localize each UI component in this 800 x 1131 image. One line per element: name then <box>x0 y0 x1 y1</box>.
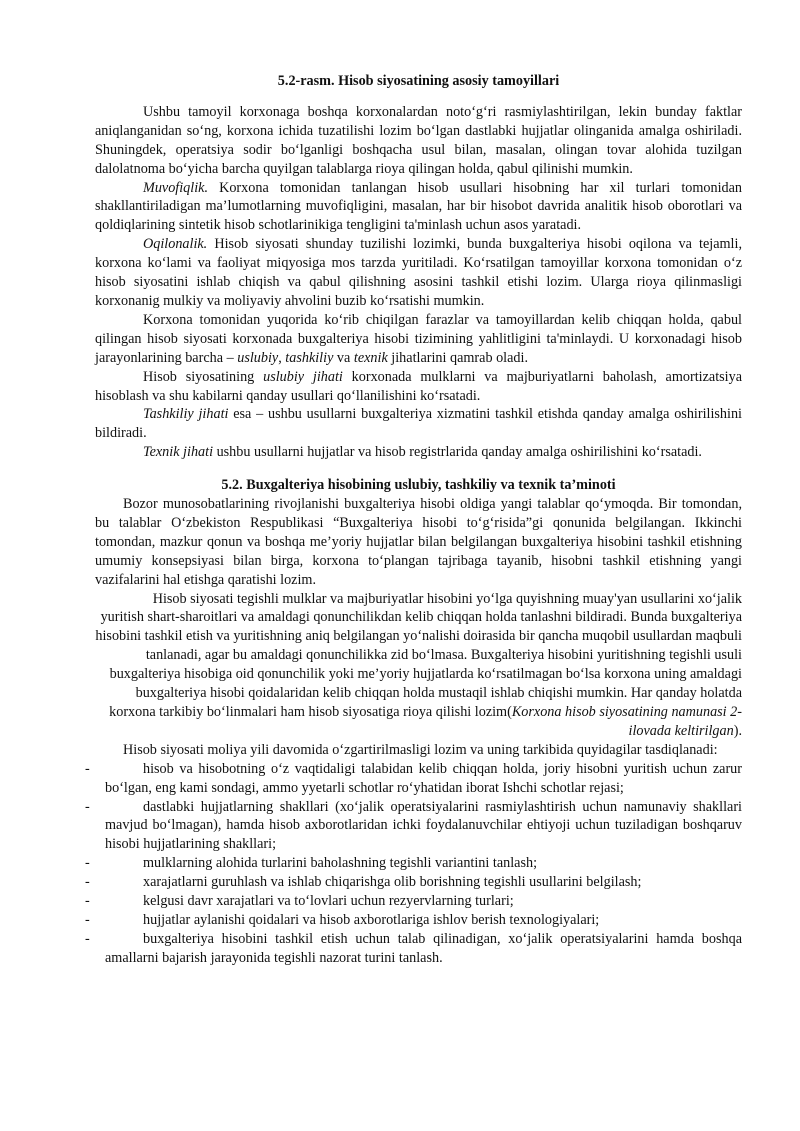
list-item-text: mulklarning alohida turlarini baholashning tegishli variantini tanlash; <box>143 855 538 872</box>
bullet-marker: - <box>85 855 90 872</box>
list-item-text: hujjatlar aylanishi qoidalari va hisob axborotlariga ishlov berish texnologiyalari; <box>143 911 600 928</box>
list-item-text: xarajatlarni guruhlash va ishlab chiqarishga olib borishning tegishli usullarini belgilash; <box>143 874 642 891</box>
paragraph-text: ushbu usullarni hujjatlar va hisob registrlarida qanday amalga oshirilishini ko‘rsatadi. <box>213 444 702 461</box>
paragraph-text: Hisob siyosati moliya yili davomida o‘zgartirilmasligi lozim va uning tarkibida quyidagilar tasdiqlanadi: <box>123 741 718 758</box>
paragraph-text: esa – ushbu usullarni buxgalteriya xizmatini tashkil etishda qanday amalga oshirilishini bildiradi. <box>95 406 742 442</box>
term-tashkiliy: tashkiliy <box>285 349 334 366</box>
paragraph-aspects <box>95 311 742 368</box>
term-muvofiqlik: Muvofiqlik. <box>143 179 209 196</box>
paragraph-text: jihatlarini qamrab oladi. <box>387 349 529 366</box>
bullet-marker: - <box>85 911 90 928</box>
paragraph-texnik-jihati <box>95 443 742 462</box>
list-item <box>85 854 742 873</box>
paragraph-market-relations <box>95 495 742 590</box>
list-item-text: dastlabki hujjatlarning shakllari (xo‘jalik operatsiyalarini rasmiylashtirish uchun namunaviy shakllari mavjud bo‘lmagan), hamda hisob axborotlaridan ichki foydalanuvchilar ehtiyoji uchun tuziladigan boshqaruv hisobi hujjatlarining shakllari; <box>105 798 742 853</box>
paragraph-text: ). <box>733 722 742 739</box>
list-item <box>85 798 742 855</box>
list-item <box>85 873 742 892</box>
list-item <box>85 760 742 798</box>
paragraph-text: Korxona tomonidan tanlangan hisob usullari hisobning har xil turlari tomonidan shakllantiriladigan ma’lumotlarning muvofiqligini, masalan, har bir hisobot davrida analitik hisob oborotlari va qoldiqlarining sintetik hisob schotlarinikiga tengligini ta'minlash uchun asos yaratadi. <box>95 179 742 234</box>
figure-caption: 5.2-rasm. Hisob siyosatining asosiy tamoyillari <box>277 73 560 89</box>
paragraph-muvofiqlik <box>95 179 742 236</box>
paragraph-text: Hisob siyosati shunday tuzilishi lozimki, bunda buxgalteriya hisobi oqilona va tejamli, korxona ko‘lami va faoliyat miqyosiga mos tarzda yuritiladi. Ko‘rsatilgan tamoyillar korxona tomonidan o‘z hisob siyosatini ishlab chiqish va qabul qilishning asosini tashkil etishi lozim. Ularga rioya qilinmasligi korxonanig mulkiy va moliyaviy ahvolini buzib ko‘rsatishi mumkin. <box>95 236 742 309</box>
paragraph-text: Korxona tomonidan yuqorida ko‘rib chiqilgan farazlar va tamoyillardan kelib chiqqan holda, qabul qilingan hisob siyosati korxonada buxgalteriya hisobi tizimining yahlitligini ta'minlaydi. U korxonadagi hisob jarayonlarining barcha – <box>95 311 742 366</box>
bullet-marker: - <box>85 893 90 910</box>
paragraph-text: korxonada mulklarni va majburiyatlarni baholash, amortizatsiya hisoblash va shu kabilarni qanday usullari qo‘llanilishini ko‘rsatadi. <box>95 368 742 404</box>
paragraph-principle-intro <box>95 103 742 179</box>
bullet-marker: - <box>85 930 90 947</box>
term-uslubiy: uslubiy <box>237 349 279 366</box>
list-item <box>85 930 742 968</box>
paragraph-text: Hisob siyosatining <box>143 368 264 385</box>
term-oqilonalik: Oqilonalik. <box>143 236 208 253</box>
paragraph-text: Bozor munosobatlarining rivojlanishi buxgalteriya hisobi oldiga yangi talablar qo‘ymoqda. Bir tomondan, bu talablar O‘zbekiston Respublikasi “Buxgalteriya hisobi to‘g‘risida”gi qonunida belgilangan. Ikkinchi tomondan, mazkur qonun va boshqa me’yoriy hujjatlar bilan belgilangan buxgalteriya hisobini tashkil etishning umumiy konsepsiyasi bilan birga, korxona to‘plangan tajribaga tayanib, hisobni tashkil etishning yangi vazifalarini hal etishga qaratishi lozim. <box>95 496 742 588</box>
list-item <box>85 911 742 930</box>
bullet-marker: - <box>85 874 90 891</box>
list-item-text: buxgalteriya hisobini tashkil etish uchun talab qilinadigan, xo‘jalik operatsiyalarini hamda boshqa amallarni bajarish jarayonida tegishli nazorat turini tanlash. <box>105 930 742 966</box>
paragraph-accounting-policy <box>95 590 742 741</box>
bullet-marker: - <box>85 760 90 777</box>
bullet-list <box>85 760 742 968</box>
list-item-text: hisob va hisobotning o‘z vaqtidaligi talabidan kelib chiqqan holda, joriy hisobni yuritish uchun zarur bo‘lgan, eng kami sondagi, ammo yyetarli schotlar ro‘yhatidan iborat Ishchi schotlar rejasi; <box>105 760 742 796</box>
document-page <box>85 72 742 968</box>
paragraph-oqilonalik <box>95 235 742 311</box>
section-heading: 5.2. Buxgalteriya hisobining uslubiy, tashkiliy va texnik ta’minoti <box>221 477 616 494</box>
paragraph-policy-approval <box>95 741 742 760</box>
paragraph-text: Ushbu tamoyil korxonaga boshqa korxonalardan noto‘g‘ri rasmiylashtirilgan, lekin bunday faktlar aniqlanganidan so‘ng, korxona ichida tuzatilishi lozim bo‘lgan dastlabki hujjatlar olinganida amalga oshiriladi. Shuningdek, operatsiya sodir bo‘lganligi boshqacha usul bilan, masalan, olingan tovar alohida tuzilgan dalolatnoma bo‘yicha barcha quyilgan talablarga rioya qilingan holda, qabul qilinishi mumkin. <box>95 103 742 177</box>
paragraph-text: Hisob siyosati tegishli mulklar va majburiyatlar hisobini yo‘lga quyishning muay'yan usullarini xo‘jalik yuritish shart-sharoitlari va amaldagi qonunchilikdan kelib chiqqan holda tanlashni bildiradi. Bunda buxgalteriya hisobini tashkil etish va yuritishning aniq belgilangan yo‘nalishi doirasida bir qancha muqobil usullardan maqbuli tanlanadi, agar bu amaldagi qonunchilikka zid bo‘lmasa. Buxgalteriya hisobini yuritishning tegishli usuli buxgalteriya hisobiga oid qonunchilik yoki me’yoriy hujjatlarda ko‘rsatilmagan bo‘lsa korxona uning amaldagi buxgalteriya hisobi qoidalaridan kelib chiqqan holda mustaqil ishlab chiqishi mumkin. Har qanday holatda korxona tarkibiy bo‘linmalari ham hisob siyosatiga rioya qilishi lozim( <box>95 590 742 720</box>
term-texnik-jihati: Texnik jihati <box>143 444 214 461</box>
separator-text: , <box>278 349 286 366</box>
appendix-reference: Korxona hisob siyosatining namunasi 2-ilovada keltirilgan <box>511 704 742 739</box>
list-item <box>85 892 742 911</box>
term-texnik: texnik <box>353 349 388 366</box>
separator-text: va <box>333 349 354 366</box>
list-item-text: kelgusi davr xarajatlari va to‘lovlari uchun rezyervlarning turlari; <box>143 893 514 910</box>
paragraph-tashkiliy-jihati <box>95 405 742 443</box>
term-uslubiy-jihati: uslubiy jihati <box>263 368 343 385</box>
term-tashkiliy-jihati: Tashkiliy jihati <box>143 406 229 423</box>
bullet-marker: - <box>85 798 90 815</box>
paragraph-uslubiy-jihati <box>95 368 742 406</box>
